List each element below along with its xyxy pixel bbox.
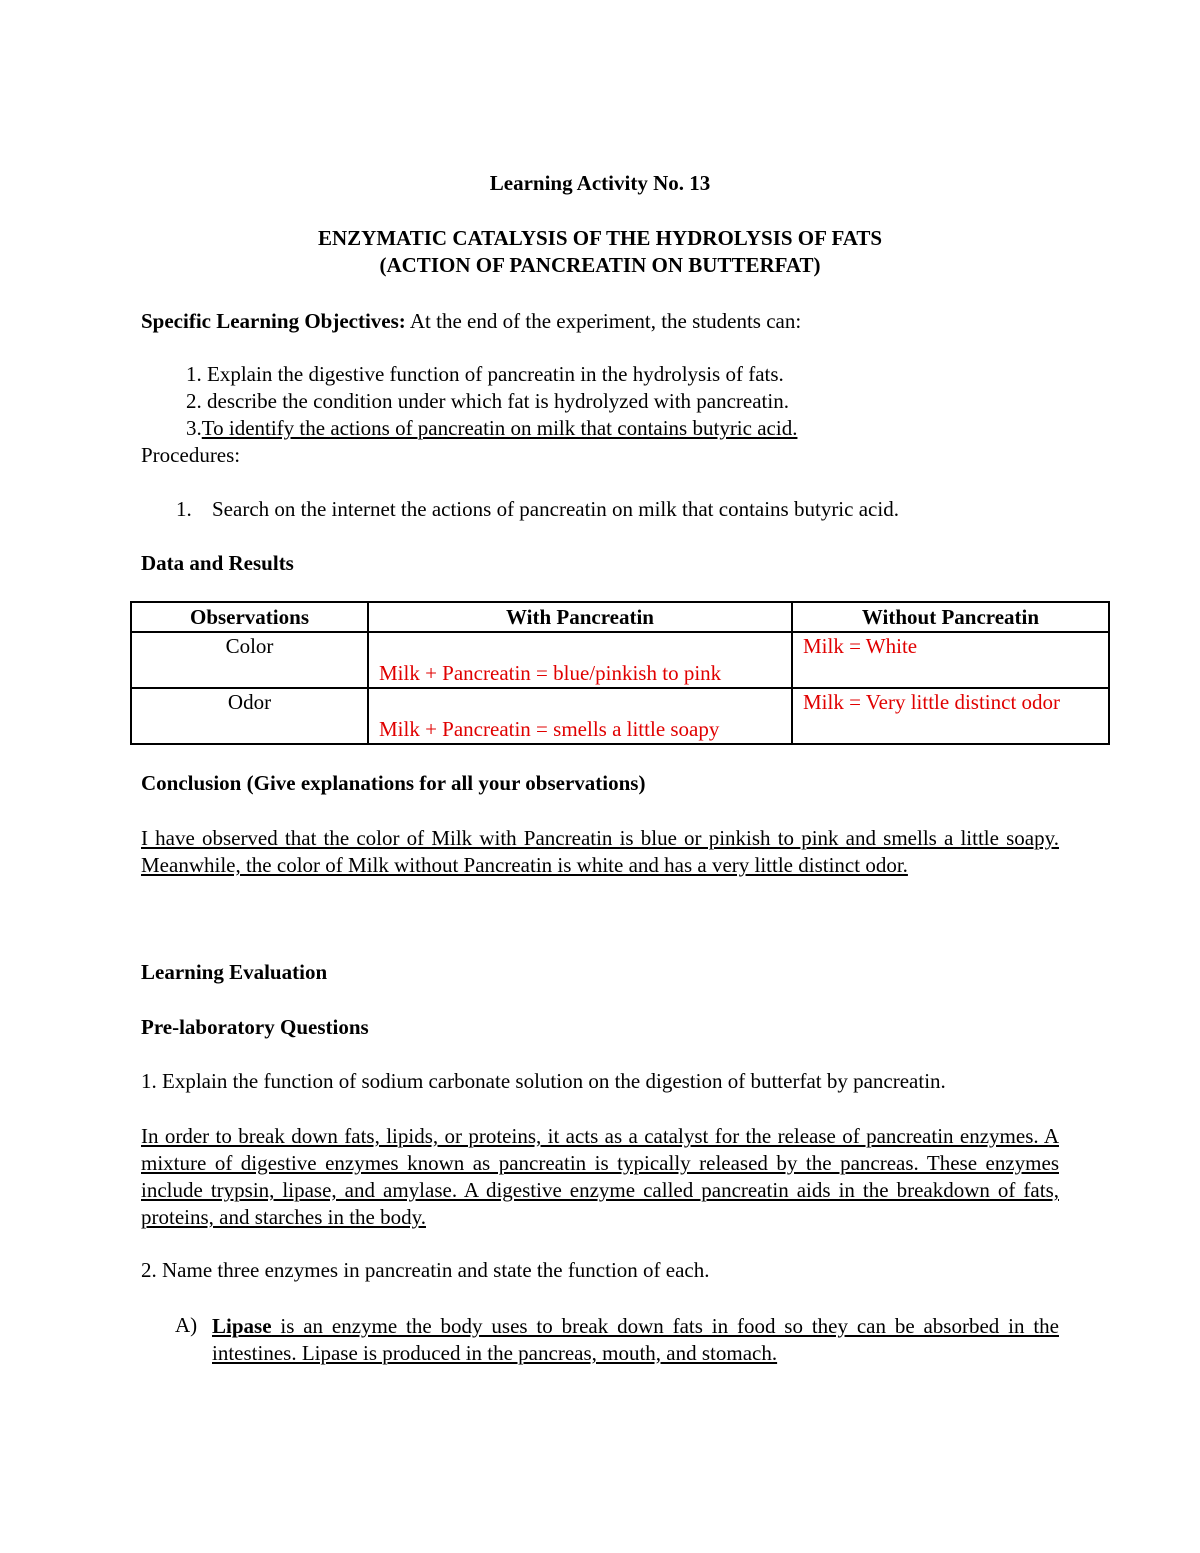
header-without-pancreatin: Without Pancreatin [792,602,1109,632]
answer-2-term: Lipase [212,1314,272,1338]
cell-with-pancreatin-text: Milk + Pancreatin = blue/pinkish to pink [379,661,722,685]
procedure-step-number: 1. [176,497,192,521]
procedure-step-1: Search on the internet the actions of pancreatin on milk that contains butyric acid. [212,497,899,521]
answer-2-marker: A) [175,1313,198,1337]
objectives-intro [141,309,801,334]
objectives-label: Specific Learning Objectives: [141,309,406,333]
objective-item-1: 1. Explain the digestive function of pancreatin in the hydrolysis of fats. [186,362,784,386]
cell-without-pancreatin: Milk = White [792,632,1109,688]
question-2: 2. Name three enzymes in pancreatin and state the function of each. [141,1258,710,1282]
procedures-label: Procedures: [141,443,241,467]
objective-item-3-text: To identify the actions of pancreatin on milk that contains butyric acid. [201,416,798,440]
question-1: 1. Explain the function of sodium carbonate solution on the digestion of butterfat by pancreatin. [141,1069,946,1093]
answer-1: In order to break down fats, lipids, or proteins, it acts as a catalyst for the release of pancreatin enzymes. A mixture of digestive enzymes known as pancreatin is typically released by the pancreas. These enzymes include trypsin, lipase, and amylase. A digestive enzyme called pancreatin aids in the breakdown of fats, proteins, and starches in the body. [141,1124,1059,1229]
objective-item-3-number: 3. [186,416,202,440]
table-row [131,688,1109,744]
conclusion-heading: Conclusion (Give explanations for all your observations) [141,771,646,795]
table-header-row [131,602,1109,632]
cell-with-pancreatin [368,688,792,744]
answer-2-lipase [212,1313,1059,1367]
cell-with-pancreatin-text: Milk + Pancreatin = smells a little soapy [379,717,720,741]
cell-without-pancreatin: Milk = Very little distinct odor [792,688,1109,744]
objectives-intro-text: At the end of the experiment, the students can: [405,309,802,333]
activity-subtitle-line2: (ACTION OF PANCREATIN ON BUTTERFAT) [379,253,821,277]
evaluation-heading: Learning Evaluation [141,960,328,984]
cell-with-pancreatin [368,632,792,688]
activity-title: Learning Activity No. 13 [489,171,711,195]
results-table [130,601,1110,745]
results-heading: Data and Results [141,551,294,575]
answer-2-text: is an enzyme the body uses to break down fats in food so they can be absorbed in the intestines. Lipase is produced in the pancreas, mouth, and stomach. [212,1314,1059,1365]
objective-item-2: 2. describe the condition under which fat is hydrolyzed with pancreatin. [186,389,789,413]
objective-item-3 [186,416,797,441]
pre-lab-heading: Pre-laboratory Questions [141,1015,369,1039]
cell-observation: Odor [131,688,368,744]
table-row [131,632,1109,688]
header-with-pancreatin: With Pancreatin [368,602,792,632]
cell-observation: Color [131,632,368,688]
header-observations: Observations [131,602,368,632]
activity-subtitle-line1: ENZYMATIC CATALYSIS OF THE HYDROLYSIS OF FATS [317,226,883,250]
conclusion-text: I have observed that the color of Milk with Pancreatin is blue or pinkish to pink and smells a little soapy. Meanwhile, the color of Milk without Pancreatin is white and has a very little distinct odor. [141,826,1059,877]
